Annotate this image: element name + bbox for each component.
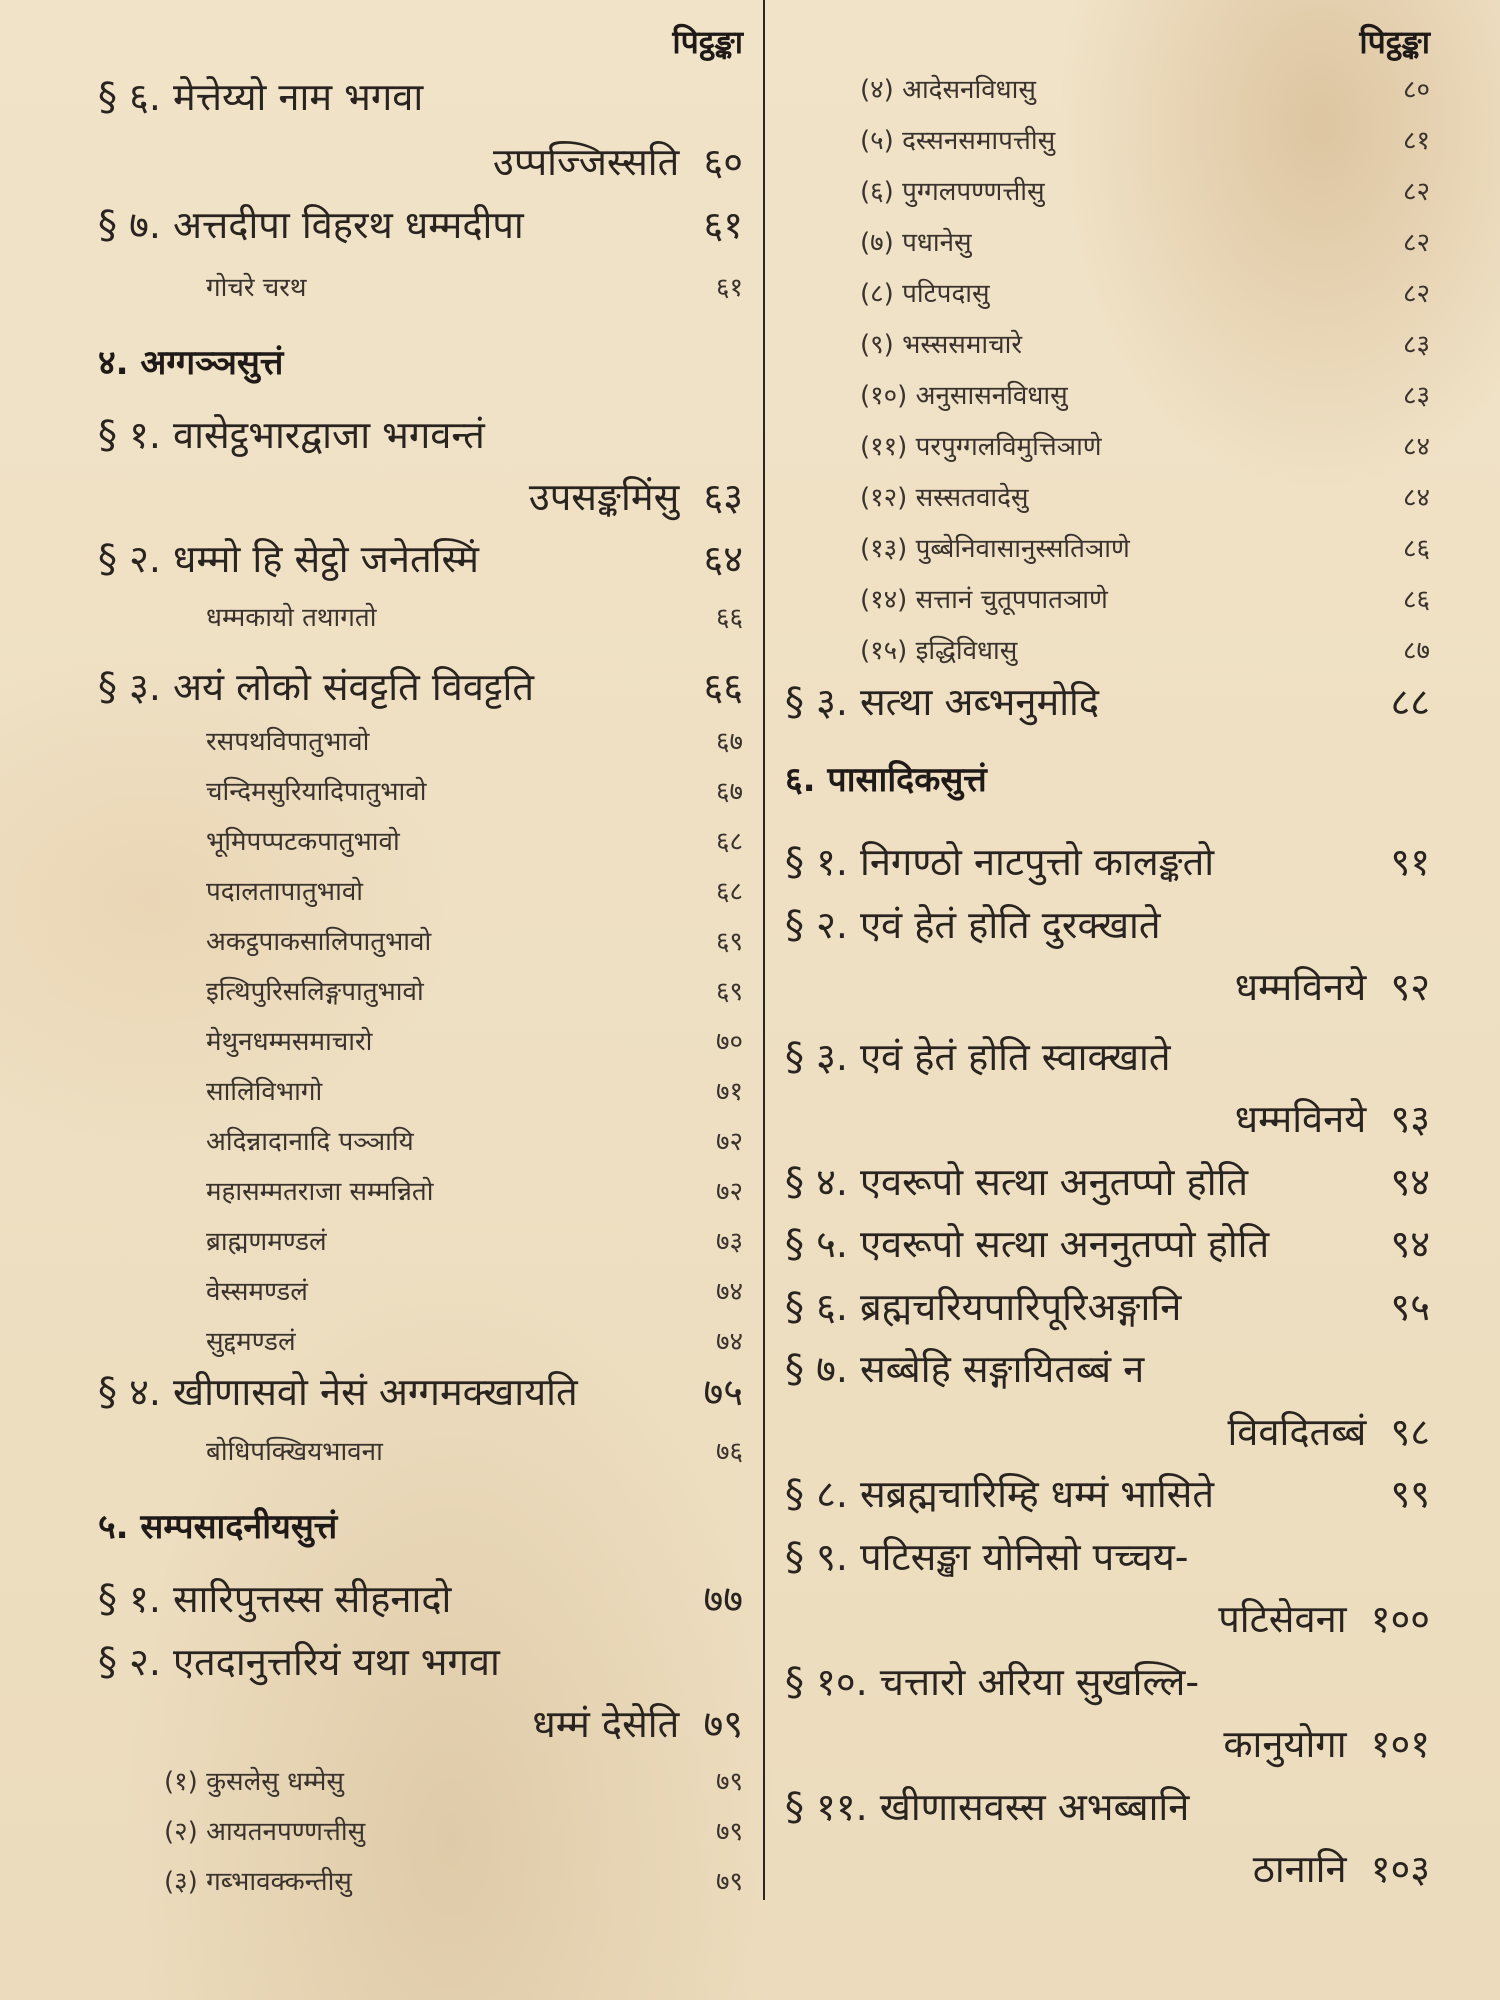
entry-text: § ३. एवं हेतं होति स्वाक्खाते bbox=[785, 1035, 1171, 1079]
entry-text: § २. धम्मो हि सेट्ठो जनेतस्मिं bbox=[98, 537, 479, 581]
page-number: ७२ bbox=[715, 1127, 743, 1157]
entry-text: (११) परपुग्गलविमुत्तिञाणे bbox=[860, 432, 1102, 462]
toc-subentry bbox=[98, 268, 743, 304]
page-number: ८६ bbox=[1402, 534, 1430, 564]
page-number: ६९ bbox=[715, 927, 743, 957]
page-number: ७६ bbox=[715, 1437, 743, 1467]
entry-text: (५) दस्सनसमापत्तीसु bbox=[860, 126, 1056, 156]
toc-entry bbox=[785, 1155, 1430, 1207]
page-number: ७२ bbox=[715, 1177, 743, 1207]
entry-text: (१२) सस्सतवादेसु bbox=[860, 483, 1029, 513]
entry-text: ब्राह्मणमण्डलं bbox=[206, 1227, 327, 1257]
toc-entry bbox=[785, 1530, 1430, 1582]
entry-text: इत्थिपुरिसलिङ्गपातुभावो bbox=[206, 977, 424, 1007]
toc-subentry bbox=[98, 598, 743, 634]
toc-entry-continuation bbox=[98, 135, 743, 187]
toc-entry bbox=[98, 1572, 743, 1624]
toc-subentry bbox=[98, 1022, 743, 1058]
toc-entry bbox=[785, 1780, 1430, 1832]
page-number: ६९ bbox=[715, 977, 743, 1007]
page-number: १०१ bbox=[1370, 1722, 1430, 1766]
page-number: ८४ bbox=[1402, 432, 1430, 462]
page-number: ६३ bbox=[703, 475, 743, 519]
entry-text: § ४. एवरूपो सत्था अनुतप्पो होति bbox=[785, 1160, 1249, 1204]
page-number: ६८ bbox=[715, 877, 743, 907]
page-number: ६७ bbox=[715, 777, 743, 807]
entry-text: § ६. ब्रह्मचरियपारिपूरिअङ्गानि bbox=[785, 1285, 1182, 1329]
entry-text: § ११. खीणासवस्स अभब्बानि bbox=[785, 1785, 1190, 1829]
entry-text: § १०. चत्तारो अरिया सुखल्लि- bbox=[785, 1660, 1200, 1704]
entry-text: (१३) पुब्बेनिवासानुस्सतिञाणे bbox=[860, 534, 1130, 564]
entry-text: § ७. सब्बेहि सङ्गायितब्बं न bbox=[785, 1347, 1145, 1391]
page-number: ९८ bbox=[1390, 1410, 1430, 1454]
toc-entry bbox=[785, 1280, 1430, 1332]
page-number: ६४ bbox=[703, 537, 743, 581]
toc-subentry bbox=[785, 325, 1430, 361]
entry-text: रसपथविपातुभावो bbox=[206, 727, 370, 757]
toc-subentry bbox=[98, 1072, 743, 1108]
section-heading: ४. अग्गञ्ञसुत्तं bbox=[98, 343, 284, 383]
toc-subentry bbox=[785, 121, 1430, 157]
toc-subentry bbox=[98, 1432, 743, 1468]
toc-subentry bbox=[785, 70, 1430, 106]
entry-text: (१) कुसलेसु धम्मेसु bbox=[164, 1767, 344, 1797]
entry-text: मेथुनधम्मसमाचारो bbox=[206, 1027, 373, 1057]
entry-text: वेस्समण्डलं bbox=[206, 1277, 308, 1307]
entry-text: § ६. मेत्तेय्यो नाम भगवा bbox=[98, 75, 424, 119]
toc-subentry bbox=[785, 274, 1430, 310]
toc-subentry bbox=[98, 972, 743, 1008]
page-number: ६६ bbox=[715, 603, 743, 633]
entry-text: सुद्दमण्डलं bbox=[206, 1327, 296, 1357]
page-number: ७९ bbox=[715, 1867, 743, 1897]
entry-text: महासम्मतराजा सम्मन्नितो bbox=[206, 1177, 434, 1207]
toc-entry-continuation bbox=[98, 470, 743, 522]
toc-entry bbox=[98, 408, 743, 460]
page-number: ८३ bbox=[1402, 381, 1430, 411]
page-number: ६१ bbox=[715, 273, 743, 303]
page-number: ८२ bbox=[1402, 228, 1430, 258]
entry-text: अकट्ठपाकसालिपातुभावो bbox=[206, 927, 432, 957]
toc-subentry bbox=[98, 1812, 743, 1848]
toc-entry-continuation bbox=[785, 1592, 1430, 1644]
entry-text: (४) आदेसनविधासु bbox=[860, 75, 1036, 105]
entry-text: गोचरे चरथ bbox=[206, 273, 307, 303]
page-number: ९४ bbox=[1390, 1160, 1430, 1204]
entry-text: उपसङ्कमिंसु bbox=[528, 475, 680, 519]
entry-text: § ५. एवरूपो सत्था अननुतप्पो होति bbox=[785, 1222, 1270, 1266]
toc-entry bbox=[785, 675, 1430, 727]
entry-text: (१४) सत्तानं चुतूपपातञाणे bbox=[860, 585, 1108, 615]
toc-entry-continuation bbox=[785, 960, 1430, 1012]
toc-subentry bbox=[785, 478, 1430, 514]
entry-text: भूमिपप्पटकपातुभावो bbox=[206, 827, 400, 857]
entry-text: (९) भस्ससमाचारे bbox=[860, 330, 1023, 360]
page-number: ८२ bbox=[1402, 177, 1430, 207]
toc-entry bbox=[98, 70, 743, 122]
toc-subentry bbox=[98, 1172, 743, 1208]
entry-text: § ४. खीणासवो नेसं अग्गमक्खायति bbox=[98, 1370, 578, 1414]
toc-entry bbox=[98, 198, 743, 250]
entry-text: § १. वासेट्ठभारद्वाजा भगवन्तं bbox=[98, 413, 485, 457]
entry-text: § १. सारिपुत्तस्स सीहनादो bbox=[98, 1577, 452, 1621]
entry-text: धम्मकायो तथागतो bbox=[206, 603, 377, 633]
entry-text: § १. निगण्ठो नाटपुत्तो कालङ्कतो bbox=[785, 840, 1215, 884]
page-number: ९५ bbox=[1390, 1285, 1430, 1329]
toc-subentry bbox=[785, 529, 1430, 565]
page-number: ७४ bbox=[715, 1327, 743, 1357]
page-number: ६१ bbox=[703, 203, 743, 247]
entry-text: (३) गब्भावक्कन्तीसु bbox=[164, 1867, 352, 1897]
entry-text: सालिविभागो bbox=[206, 1077, 323, 1107]
toc-entry bbox=[785, 1655, 1430, 1707]
page-number: ८८ bbox=[1390, 680, 1430, 724]
toc-entry bbox=[785, 898, 1430, 950]
page-number: ६६ bbox=[703, 665, 743, 709]
entry-text: (७) पधानेसु bbox=[860, 228, 972, 258]
right-header: पिट्ठङ्का bbox=[1359, 23, 1430, 61]
toc-subentry bbox=[98, 872, 743, 908]
entry-text: धम्मविनये bbox=[1234, 965, 1367, 1009]
toc-entry bbox=[785, 1030, 1430, 1082]
entry-text: § ७. अत्तदीपा विहरथ धम्मदीपा bbox=[98, 203, 524, 247]
page-number: ८२ bbox=[1402, 279, 1430, 309]
toc-entry bbox=[98, 660, 743, 712]
entry-text: कानुयोगा bbox=[1223, 1722, 1347, 1766]
entry-text: (२) आयतनपण्णत्तीसु bbox=[164, 1817, 366, 1847]
entry-text: ठानानि bbox=[1252, 1847, 1347, 1891]
toc-subentry bbox=[98, 1272, 743, 1308]
page-number: ९९ bbox=[1390, 1472, 1430, 1516]
toc-subentry bbox=[98, 722, 743, 758]
entry-text: § ९. पटिसङ्खा योनिसो पच्चय- bbox=[785, 1535, 1189, 1579]
page-number: ६८ bbox=[715, 827, 743, 857]
toc-subentry bbox=[98, 1222, 743, 1258]
entry-text: पदालतापातुभावो bbox=[206, 877, 364, 907]
toc-entry bbox=[785, 835, 1430, 887]
page-number: १०० bbox=[1370, 1597, 1430, 1641]
left-header: पिट्ठङ्का bbox=[672, 23, 743, 61]
entry-text: § ३. अयं लोको संवट्टति विवट्टति bbox=[98, 665, 535, 709]
page-number: ९३ bbox=[1390, 1097, 1430, 1141]
toc-subentry bbox=[785, 172, 1430, 208]
page-number: ७१ bbox=[715, 1077, 743, 1107]
toc-subentry bbox=[785, 427, 1430, 463]
page-number: ७५ bbox=[703, 1370, 743, 1414]
entry-text: धम्मविनये bbox=[1234, 1097, 1367, 1141]
entry-text: विवदितब्बं bbox=[1227, 1410, 1367, 1454]
page-number: ७९ bbox=[715, 1767, 743, 1797]
entry-text: बोधिपक्खियभावना bbox=[206, 1437, 383, 1467]
page-number: ८१ bbox=[1402, 126, 1430, 156]
page-number: ८३ bbox=[1402, 330, 1430, 360]
page-number: १०३ bbox=[1370, 1847, 1430, 1891]
toc-subentry bbox=[785, 376, 1430, 412]
entry-text: § २. एतदानुत्तरियं यथा भगवा bbox=[98, 1640, 500, 1684]
page-number: ८७ bbox=[1402, 636, 1430, 666]
entry-text: पटिसेवना bbox=[1218, 1597, 1347, 1641]
toc-subentry bbox=[98, 1762, 743, 1798]
section-heading: ५. सम्पसादनीयसुत्तं bbox=[98, 1507, 338, 1547]
column-divider bbox=[763, 0, 765, 1900]
toc-subentry bbox=[98, 1862, 743, 1898]
toc-entry bbox=[98, 1635, 743, 1687]
toc-entry-continuation bbox=[785, 1092, 1430, 1144]
entry-text: चन्दिमसुरियादिपातुभावो bbox=[206, 777, 427, 807]
page-number: ७४ bbox=[715, 1277, 743, 1307]
page-number: ७३ bbox=[715, 1227, 743, 1257]
toc-entry bbox=[98, 1365, 743, 1417]
entry-text: (१०) अनुसासनविधासु bbox=[860, 381, 1068, 411]
entry-text: धम्मं देसेति bbox=[532, 1702, 680, 1746]
toc-entry bbox=[98, 532, 743, 584]
entry-text: (१५) इद्धिविधासु bbox=[860, 636, 1018, 666]
toc-entry-continuation bbox=[785, 1842, 1430, 1894]
entry-text: § ८. सब्रह्मचारिम्हि धम्मं भासिते bbox=[785, 1472, 1215, 1516]
entry-text: § २. एवं हेतं होति दुरक्खाते bbox=[785, 903, 1161, 947]
toc-subentry bbox=[785, 580, 1430, 616]
toc-subentry bbox=[785, 631, 1430, 667]
toc-entry bbox=[785, 1342, 1430, 1394]
toc-entry-continuation bbox=[98, 1697, 743, 1749]
toc-subentry bbox=[98, 772, 743, 808]
page-number: ७० bbox=[715, 1027, 743, 1057]
toc-subentry bbox=[98, 922, 743, 958]
toc-subentry bbox=[98, 1322, 743, 1358]
page-number: ८० bbox=[1402, 75, 1430, 105]
entry-text: § ३. सत्था अब्भनुमोदि bbox=[785, 680, 1100, 724]
toc-subentry bbox=[98, 822, 743, 858]
toc-subentry bbox=[98, 1122, 743, 1158]
entry-text: अदिन्नादानादि पञ्ञायि bbox=[206, 1127, 414, 1157]
entry-text: (६) पुग्गलपण्णत्तीसु bbox=[860, 177, 1045, 207]
toc-subentry bbox=[785, 223, 1430, 259]
entry-text: (८) पटिपदासु bbox=[860, 279, 990, 309]
page-number: ६७ bbox=[715, 727, 743, 757]
page-number: ८४ bbox=[1402, 483, 1430, 513]
page-number: ९१ bbox=[1390, 840, 1430, 884]
toc-entry bbox=[785, 1217, 1430, 1269]
page-number: ७७ bbox=[703, 1577, 743, 1621]
section-heading: ६. पासादिकसुत्तं bbox=[785, 760, 987, 800]
page-number: ७९ bbox=[715, 1817, 743, 1847]
page-number: ६० bbox=[703, 140, 743, 184]
page-number: ९२ bbox=[1390, 965, 1430, 1009]
toc-entry-continuation bbox=[785, 1717, 1430, 1769]
entry-text: उप्पज्जिस्सति bbox=[493, 140, 680, 184]
page-number: ९४ bbox=[1390, 1222, 1430, 1266]
toc-entry-continuation bbox=[785, 1405, 1430, 1457]
page-number: ७९ bbox=[703, 1702, 743, 1746]
toc-entry bbox=[785, 1467, 1430, 1519]
page-number: ८६ bbox=[1402, 585, 1430, 615]
